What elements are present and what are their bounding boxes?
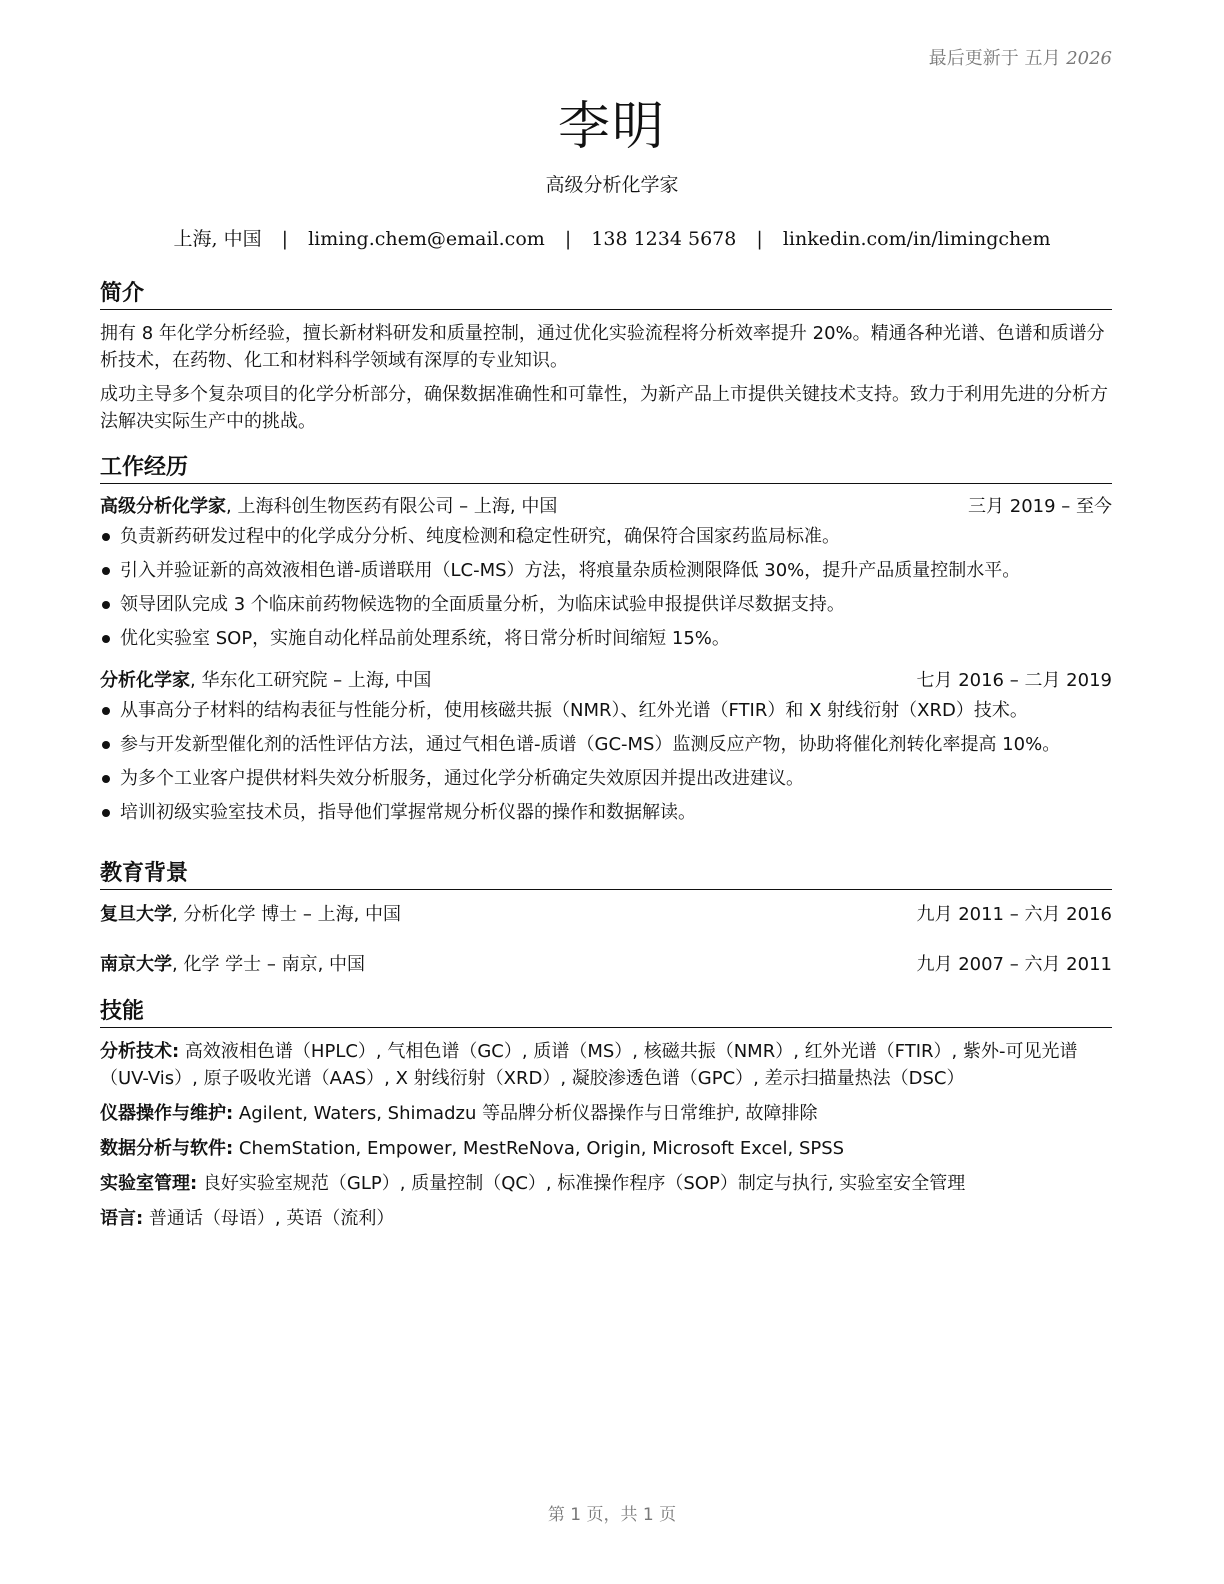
job-org: , 上海科创生物医药有限公司 – 上海, 中国: [226, 496, 558, 517]
contact-separator: |: [756, 228, 763, 250]
summary-paragraph: 拥有 8 年化学分析经验，擅长新材料研发和质量控制，通过优化实验流程将分析效率提升 20%。精通各种光谱、色谱和质谱分析技术，在药物、化工和材料科学领域有深厚的专业知识。: [100, 323, 1105, 371]
job-role-org: [100, 668, 431, 694]
skill-text: ChemStation, Empower, MestReNova, Origin, Microsoft Excel, SPSS: [233, 1138, 845, 1159]
job-role: 分析化学家: [100, 670, 190, 691]
education-detail: , 化学 学士 – 南京, 中国: [172, 954, 366, 975]
skill-row: [100, 1170, 1112, 1197]
job-bullet: 培训初级实验室技术员，指导他们掌握常规分析仪器的操作和数据解读。: [100, 800, 1112, 826]
job-bullet: 参与开发新型催化剂的活性评估方法，通过气相色谱-质谱（GC-MS）监测反应产物，协助将催化剂转化率提高 10%。: [100, 732, 1112, 758]
education-school-detail: [100, 952, 365, 978]
contact-linkedin-link[interactable]: linkedin.com/in/limingchem: [782, 228, 1051, 250]
job-bullet: 引入并验证新的高效液相色谱-质谱联用（LC-MS）方法，将痕量杂质检测限降低 30%，提升产品质量控制水平。: [100, 558, 1112, 584]
contact-phone[interactable]: 138 1234 5678: [591, 228, 737, 250]
job-bullets: [100, 698, 1112, 826]
education-dates: 九月 2007 – 六月 2011: [916, 954, 1112, 975]
skill-label: 仪器操作与维护:: [100, 1103, 234, 1124]
last-updated-label: 最后更新于 五月: [928, 48, 1061, 69]
education-school: 复旦大学: [100, 904, 172, 925]
skills-section: [100, 994, 1112, 1240]
skill-row: [100, 1205, 1112, 1232]
skills-heading: 技能: [100, 994, 1112, 1028]
education-entry: [100, 902, 1112, 928]
contact-line: [0, 224, 1224, 251]
job-bullet: 负责新药研发过程中的化学成分分析、纯度检测和稳定性研究，确保符合国家药监局标准。: [100, 524, 1112, 550]
contact-separator: |: [281, 228, 289, 250]
skill-text: 普通话（母语）, 英语（流利）: [143, 1208, 395, 1229]
contact-separator: |: [564, 228, 572, 250]
experience-section: [100, 450, 1112, 834]
summary-paragraph: 成功主导多个复杂项目的化学分析部分，确保数据准确性和可靠性，为新产品上市提供关键技术支持。致力于利用先进的分析方法解决实际生产中的挑战。: [100, 384, 1108, 432]
job-entry: [100, 494, 1112, 652]
candidate-name: 李明: [557, 97, 666, 157]
skill-label: 分析技术:: [100, 1041, 180, 1062]
education-section: [100, 856, 1112, 978]
job-bullets: [100, 524, 1112, 652]
education-detail: , 分析化学 博士 – 上海, 中国: [172, 904, 402, 925]
job-org: , 华东化工研究院 – 上海, 中国: [190, 670, 432, 691]
summary-heading: 简介: [100, 276, 1112, 310]
job-bullet: 为多个工业客户提供材料失效分析服务，通过化学分析确定失效原因并提出改进建议。: [100, 766, 1112, 792]
job-header: [100, 494, 1112, 520]
skill-text: 高效液相色谱（HPLC）, 气相色谱（GC）, 质谱（MS）, 核磁共振（NMR）, 红外光谱（FTIR）, 紫外-可见光谱（UV-Vis）, 原子吸收光谱（AAS）, X 射线衍射（XRD）, 凝胶渗透色谱（GPC）, 差示扫描量热法（DSC）: [100, 1041, 1078, 1089]
job-entry: [100, 668, 1112, 826]
job-header: [100, 668, 1112, 694]
candidate-title: 高级分析化学家: [545, 174, 679, 196]
skill-row: [100, 1038, 1112, 1092]
education-school-detail: [100, 902, 401, 928]
experience-heading: 工作经历: [100, 450, 1112, 484]
job-bullet: 优化实验室 SOP，实施自动化样品前处理系统，将日常分析时间缩短 15%。: [100, 626, 1112, 652]
education-heading: 教育背景: [100, 856, 1112, 890]
skill-label: 语言:: [100, 1208, 144, 1229]
education-entry: [100, 952, 1112, 978]
contact-email-link[interactable]: liming.chem@email.com: [308, 228, 545, 250]
skill-text: Agilent, Waters, Shimadzu 等品牌分析仪器操作与日常维护, 故障排除: [233, 1103, 818, 1124]
skill-row: [100, 1100, 1112, 1127]
job-bullet: 领导团队完成 3 个临床前药物候选物的全面质量分析，为临床试验申报提供详尽数据支持。: [100, 592, 1112, 618]
job-role-org: [100, 494, 557, 520]
page-number: 第 1 页，共 1 页: [547, 1505, 677, 1525]
education-school: 南京大学: [100, 954, 172, 975]
job-dates: 三月 2019 – 至今: [968, 496, 1112, 517]
last-updated-year: 2026: [1066, 48, 1112, 69]
last-updated: [929, 44, 1112, 70]
skill-row: [100, 1135, 1112, 1162]
job-dates: 七月 2016 – 二月 2019: [916, 670, 1112, 691]
contact-location: 上海, 中国: [173, 228, 262, 250]
skill-label: 数据分析与软件:: [100, 1138, 234, 1159]
education-dates: 九月 2011 – 六月 2016: [916, 904, 1112, 925]
job-role: 高级分析化学家: [100, 496, 226, 517]
job-bullet: 从事高分子材料的结构表征与性能分析，使用核磁共振（NMR）、红外光谱（FTIR）和 X 射线衍射（XRD）技术。: [100, 698, 1112, 724]
summary-section: [100, 276, 1112, 442]
skill-text: 良好实验室规范（GLP）, 质量控制（QC）, 标准操作程序（SOP）制定与执行, 实验室安全管理: [197, 1173, 966, 1194]
skill-label: 实验室管理:: [100, 1173, 198, 1194]
